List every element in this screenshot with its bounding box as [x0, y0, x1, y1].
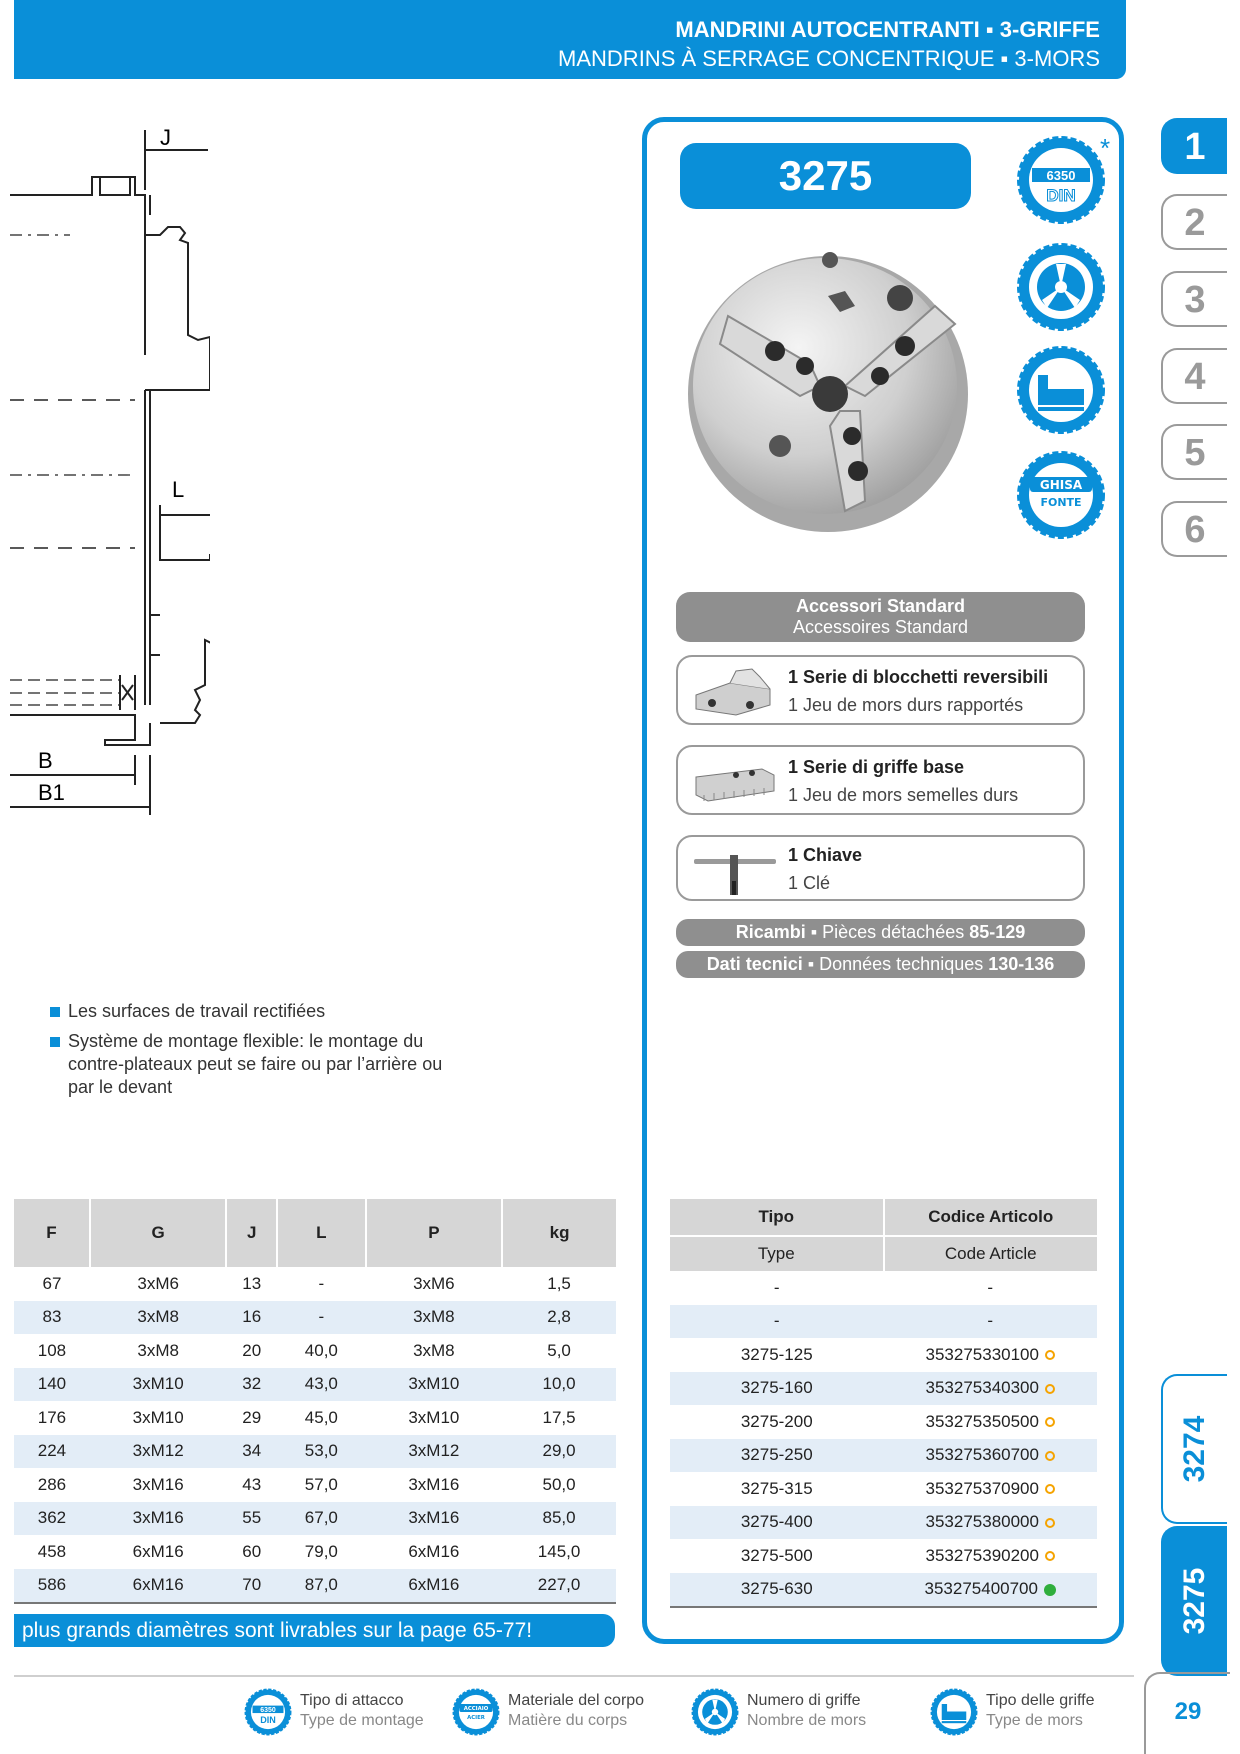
- article-code-cell: [884, 1573, 1098, 1608]
- table-row: [14, 1502, 616, 1536]
- spare-separator: ▪: [805, 922, 823, 942]
- steel-material-icon: [452, 1688, 500, 1736]
- table-cell: 145,0: [537, 1541, 581, 1561]
- table-cell: 108: [37, 1340, 67, 1360]
- article-type-cell: 3275-315: [740, 1478, 813, 1498]
- table-cell: 29: [242, 1407, 262, 1427]
- table-row: [670, 1305, 1097, 1339]
- three-jaws-icon: [1016, 242, 1106, 332]
- table-cell: 227,0: [502, 1569, 616, 1604]
- footer-legend-fr: Nombre de mors: [747, 1712, 867, 1729]
- table-row: [14, 1468, 616, 1502]
- table-cell: 1,5: [547, 1273, 571, 1293]
- din-6350-icon: [1016, 135, 1106, 225]
- accessories-title-it: Accessori Standard: [795, 596, 966, 616]
- tech-separator: ▪: [802, 954, 820, 974]
- accessory-item: [676, 745, 1085, 815]
- article-type-cell: 3275-125: [740, 1344, 813, 1364]
- table-cell: -: [318, 1273, 325, 1293]
- accessory-label-fr: 1 Jeu de mors durs rapportés: [788, 695, 1024, 715]
- page-number: 29: [1174, 1698, 1202, 1725]
- spare-parts-link[interactable]: [676, 919, 1085, 946]
- table-cell: 67,0: [277, 1502, 366, 1536]
- article-table: [670, 1199, 1097, 1608]
- table-cell: 6xM16: [408, 1541, 460, 1561]
- table-cell: 3xM8: [90, 1301, 227, 1335]
- table-row: [14, 1368, 616, 1402]
- table-row: [670, 1539, 1097, 1573]
- accessory-label-it: 1 Serie di griffe base: [788, 757, 965, 777]
- table-cell: 79,0: [304, 1541, 338, 1561]
- tab-2[interactable]: 2: [1161, 194, 1227, 250]
- spare-label-fr: Pièces détachées: [822, 922, 965, 942]
- footer-legend-fr: Matière du corps: [508, 1712, 628, 1729]
- table-row: [670, 1372, 1097, 1406]
- table-cell: 3xM16: [132, 1474, 184, 1494]
- article-code-cell: [884, 1271, 1098, 1305]
- table-cell: 10,0: [502, 1368, 616, 1402]
- table-cell: 3xM16: [366, 1502, 503, 1536]
- table-cell: 140: [14, 1368, 90, 1402]
- table-cell: 43: [242, 1474, 262, 1494]
- model-tab-3275[interactable]: [1161, 1526, 1227, 1676]
- tab-1[interactable]: 1: [1161, 118, 1227, 174]
- availability-ring-icon: [1045, 1350, 1055, 1360]
- table-cell: 6xM16: [90, 1569, 227, 1604]
- accessory-label-it: 1 Chiave: [788, 845, 863, 865]
- article-code-cell: [884, 1472, 1098, 1506]
- article-type-cell: 3275-250: [670, 1439, 884, 1473]
- spare-label-it: Ricambi: [735, 922, 806, 942]
- badge-material-top: GHISA: [1039, 478, 1083, 492]
- article-code: 353275350500: [925, 1411, 1039, 1431]
- accessory-item: [676, 835, 1085, 901]
- badge-din-top: 6350: [1046, 168, 1076, 183]
- article-type-cell: 3275-200: [740, 1411, 813, 1431]
- technical-drawing: [10, 115, 210, 840]
- article-code: 353275380000: [925, 1512, 1039, 1532]
- table-cell: 586: [14, 1569, 90, 1604]
- tab-5[interactable]: 5: [1161, 424, 1227, 480]
- table-cell: 32: [226, 1368, 277, 1402]
- feature-list: [50, 1000, 610, 1106]
- article-col-header-fr: Type: [670, 1236, 884, 1271]
- table-row: [14, 1267, 616, 1301]
- accessory-label-it: 1 Serie di blocchetti reversibili: [788, 667, 1049, 687]
- table-cell: 3xM16: [408, 1474, 460, 1494]
- table-cell: 3xM12: [366, 1435, 503, 1469]
- table-cell: 45,0: [304, 1407, 338, 1427]
- three-jaws-icon: [691, 1688, 739, 1736]
- badge-material-bottom: FONTE: [1040, 496, 1082, 509]
- article-col-header-fr: Code Article: [884, 1236, 1098, 1271]
- table-cell: 43,0: [277, 1368, 366, 1402]
- footer-legend-it: Materiale del corpo: [508, 1692, 645, 1709]
- page-number-box: [1144, 1672, 1230, 1754]
- table-cell: 60: [242, 1541, 262, 1561]
- article-col-header-it: Tipo: [670, 1199, 884, 1236]
- table-row: [670, 1271, 1097, 1305]
- table-row: [14, 1569, 616, 1604]
- model-tab-label: 3275: [1178, 1567, 1211, 1635]
- badge-din-bottom: DIN: [1046, 186, 1076, 205]
- footer-badge-bottom: ACIER: [467, 1714, 485, 1721]
- dim-label-l: L: [172, 477, 185, 502]
- table-cell: 3xM8: [413, 1340, 455, 1360]
- article-type-cell: -: [773, 1277, 780, 1297]
- footer-legend-fr: Type de mors: [986, 1712, 1083, 1729]
- accessories-header: [676, 592, 1085, 642]
- table-cell: 40,0: [304, 1340, 338, 1360]
- table-cell: 3xM8: [366, 1301, 503, 1335]
- article-code: 353275400700: [924, 1579, 1038, 1599]
- page-header: [14, 0, 1126, 79]
- article-code-cell: [884, 1506, 1098, 1540]
- tech-pages: 130-136: [988, 954, 1055, 974]
- table-cell: 85,0: [502, 1502, 616, 1536]
- article-type-cell: 3275-630: [670, 1573, 884, 1608]
- table-cell: -: [277, 1301, 366, 1335]
- table-row: [14, 1301, 616, 1335]
- article-code: 353275390200: [925, 1545, 1039, 1565]
- article-type-cell: 3275-500: [740, 1545, 813, 1565]
- footer-legend-it: Tipo delle griffe: [986, 1692, 1095, 1709]
- article-type-cell: 3275-400: [670, 1506, 884, 1540]
- article-code-cell: [884, 1305, 1098, 1339]
- technical-data-link[interactable]: [676, 951, 1085, 978]
- model-tab-label: 3274: [1178, 1415, 1211, 1483]
- accessory-item: [676, 655, 1085, 725]
- tab-6[interactable]: 6: [1161, 501, 1227, 557]
- table-row: [670, 1439, 1097, 1473]
- availability-ring-icon: [1045, 1417, 1055, 1427]
- table-cell: 3xM10: [366, 1368, 503, 1402]
- dim-label-b1: B1: [38, 780, 65, 805]
- table-cell: 3xM6: [137, 1273, 179, 1293]
- larger-diameters-note: plus grands diamètres sont livrables sur la page 65-77!: [14, 1614, 615, 1647]
- availability-dot-icon: [1044, 1584, 1056, 1596]
- table-cell: 67: [42, 1273, 62, 1293]
- spec-col-header: J: [226, 1199, 277, 1267]
- table-row: [14, 1435, 616, 1469]
- accessory-label-fr: 1 Clé: [788, 873, 831, 893]
- table-cell: 70: [226, 1569, 277, 1604]
- chuck-photo: [680, 246, 970, 536]
- table-cell: 2,8: [502, 1301, 616, 1335]
- table-row: [670, 1338, 1097, 1372]
- footer-badge-top: ACCIAIO: [463, 1705, 489, 1712]
- footer-legend-fr: Type de montage: [300, 1712, 424, 1729]
- accessory-label-fr: 1 Jeu de mors semelles durs: [788, 785, 1019, 805]
- table-cell: 57,0: [304, 1474, 338, 1494]
- table-cell: 16: [226, 1301, 277, 1335]
- table-cell: 50,0: [542, 1474, 576, 1494]
- table-cell: 87,0: [277, 1569, 366, 1604]
- accessories-title-fr: Accessoires Standard: [792, 617, 969, 637]
- article-code: 353275330100: [925, 1344, 1039, 1364]
- availability-ring-icon: [1045, 1451, 1055, 1461]
- spare-pages: 85-129: [969, 922, 1026, 942]
- footer-legend-it: Numero di griffe: [747, 1692, 861, 1709]
- spec-col-header: kg: [502, 1199, 616, 1267]
- table-row: [670, 1472, 1097, 1506]
- dim-label-b: B: [38, 748, 53, 773]
- spec-col-header: L: [277, 1199, 366, 1267]
- table-cell: 6xM16: [366, 1569, 503, 1604]
- chuck-key-icon: [690, 845, 778, 897]
- cast-iron-material-icon: [1016, 450, 1106, 540]
- table-row: [14, 1401, 616, 1435]
- table-cell: 34: [226, 1435, 277, 1469]
- footer-divider: [14, 1675, 1134, 1677]
- table-cell: 3xM6: [413, 1273, 455, 1293]
- model-tab-3274[interactable]: [1161, 1374, 1227, 1524]
- table-cell: 362: [14, 1502, 90, 1536]
- article-type-cell: 3275-160: [670, 1372, 884, 1406]
- spec-col-header: P: [366, 1199, 503, 1267]
- table-cell: 17,5: [542, 1407, 576, 1427]
- footer-badge-top: 6350: [260, 1707, 276, 1714]
- article-code: -: [987, 1277, 994, 1297]
- reversible-jaws-icon: [690, 665, 778, 717]
- article-code-cell: [884, 1439, 1098, 1473]
- availability-ring-icon: [1045, 1384, 1055, 1394]
- article-code: -: [987, 1311, 994, 1331]
- footer-badge-bottom: DIN: [260, 1715, 276, 1726]
- spec-table: [14, 1199, 616, 1604]
- table-cell: 3xM10: [408, 1407, 460, 1427]
- din-6350-icon: [244, 1688, 292, 1736]
- table-cell: 3xM12: [90, 1435, 227, 1469]
- base-jaws-icon: [690, 755, 778, 807]
- table-cell: 6xM16: [132, 1541, 184, 1561]
- availability-ring-icon: [1045, 1484, 1055, 1494]
- table-cell: 13: [242, 1273, 262, 1293]
- table-cell: 3xM16: [90, 1502, 227, 1536]
- availability-ring-icon: [1045, 1551, 1055, 1561]
- availability-ring-icon: [1045, 1518, 1055, 1528]
- tech-label-fr: Données techniques: [819, 954, 984, 974]
- dim-label-j: J: [160, 125, 171, 150]
- article-type-cell: -: [670, 1305, 884, 1339]
- jaw-type-icon: [930, 1688, 978, 1736]
- table-cell: 3xM10: [90, 1368, 227, 1402]
- article-code-cell: [884, 1405, 1098, 1439]
- article-code-cell: [884, 1539, 1098, 1573]
- header-subtitle: MANDRINS À SERRAGE CONCENTRIQUE ▪ 3-MORS: [558, 46, 1100, 71]
- feature-item: Les surfaces de travail rectifiées: [50, 1000, 610, 1023]
- asterisk-mark: *: [1100, 133, 1111, 163]
- table-row: [670, 1573, 1097, 1608]
- table-row: [670, 1405, 1097, 1439]
- table-cell: 29,0: [502, 1435, 616, 1469]
- table-cell: 3xM10: [132, 1407, 184, 1427]
- spec-col-header: G: [90, 1199, 227, 1267]
- article-code-cell: [884, 1372, 1098, 1406]
- table-cell: 5,0: [547, 1340, 571, 1360]
- feature-item: Système de montage flexible: le montage du contre-plateaux peut se faire ou par l’arrière ou par le devant: [50, 1030, 458, 1099]
- table-row: [670, 1506, 1097, 1540]
- table-row: [14, 1334, 616, 1368]
- article-code: 353275340300: [925, 1378, 1039, 1398]
- table-cell: 83: [14, 1301, 90, 1335]
- header-title: MANDRINI AUTOCENTRANTI ▪ 3-GRIFFE: [675, 17, 1100, 42]
- jaw-type-icon: [1016, 345, 1106, 435]
- table-cell: 286: [37, 1474, 67, 1494]
- table-cell: 224: [14, 1435, 90, 1469]
- article-col-header-it: Codice Articolo: [884, 1199, 1098, 1236]
- table-cell: 176: [37, 1407, 67, 1427]
- table-cell: 53,0: [277, 1435, 366, 1469]
- article-code-cell: [884, 1338, 1098, 1372]
- tech-label-it: Dati tecnici: [706, 954, 803, 974]
- tab-4[interactable]: 4: [1161, 348, 1227, 404]
- article-code: 353275370900: [925, 1478, 1039, 1498]
- table-row: [14, 1535, 616, 1569]
- article-code: 353275360700: [925, 1445, 1039, 1465]
- table-cell: 458: [37, 1541, 67, 1561]
- spec-col-header: F: [14, 1199, 90, 1267]
- table-cell: 20: [242, 1340, 262, 1360]
- tab-3[interactable]: 3: [1161, 271, 1227, 327]
- footer-legend-it: Tipo di attacco: [300, 1692, 404, 1709]
- table-cell: 55: [226, 1502, 277, 1536]
- model-number: 3275: [680, 143, 971, 209]
- table-cell: 3xM8: [137, 1340, 179, 1360]
